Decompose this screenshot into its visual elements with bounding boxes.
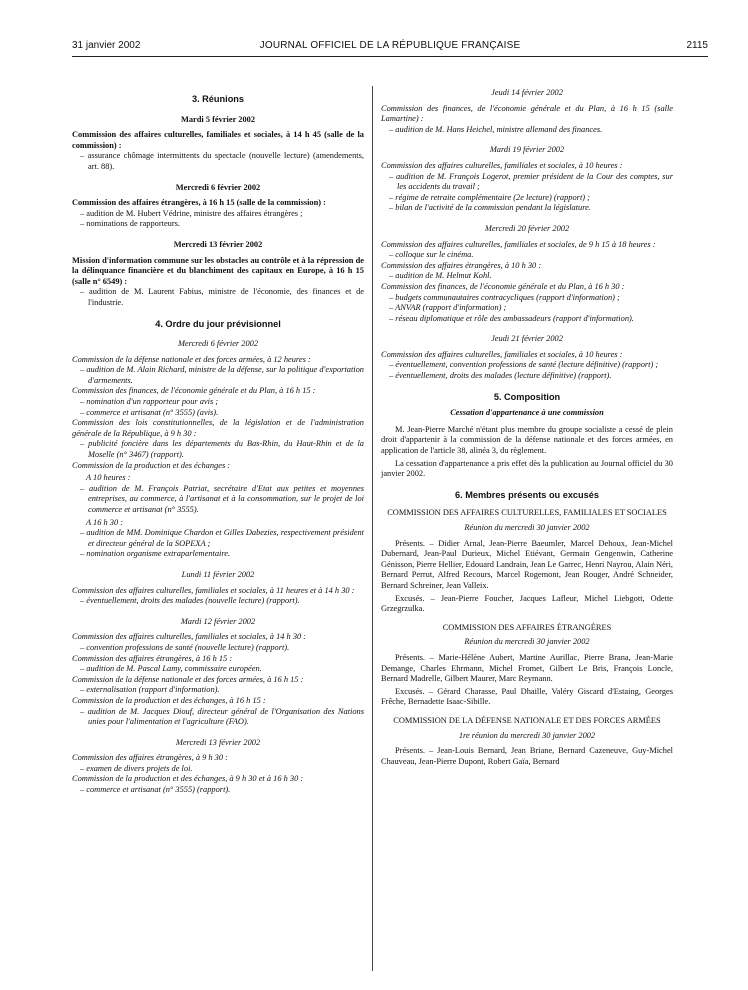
- agenda-item: – audition de M. Jacques Diouf, directeur général de l'Organisation des Nations unies pour l'alimentation et l'agriculture (FAO).: [80, 706, 364, 727]
- date-heading: Mercredi 6 février 2002: [175, 182, 261, 192]
- composition-paragraph: La cessation d'appartenance a pris effet dès la publication au Journal officiel du 30 janvier 2002.: [381, 458, 673, 479]
- agenda-list: [72, 365, 364, 386]
- agenda-item: – colloque sur le cinéma.: [389, 250, 474, 260]
- agenda-list: [72, 664, 364, 675]
- agenda-item: – éventuellement, droits des malades (lecture définitive) (rapport).: [389, 371, 612, 381]
- agenda-list: [72, 685, 364, 696]
- excused-members: Excusés. – Gérard Charasse, Paul Dhaille, Valéry Giscard d'Estaing, Georges Frêche, Bernadette Isaac-Sibille.: [381, 686, 673, 707]
- meeting-entry: Commission des finances, de l'économie générale et du Plan, à 16 h 30 :: [381, 281, 625, 291]
- meeting-entry: Commission des affaires culturelles, familiales et sociales, à 14 h 45 (salle de la commission) :: [72, 130, 364, 150]
- agenda-item: – éventuellement, droits des malades (nouvelle lecture) (rapport).: [80, 596, 300, 606]
- agenda-item: – audition de M. François Logerot, premier président de la Cour des comptes, sur les accidents du travail ;: [389, 171, 673, 192]
- agenda-list: [72, 596, 364, 607]
- agenda-list: [72, 151, 364, 172]
- agenda-item: – ANVAR (rapport d'information) ;: [389, 303, 507, 313]
- agenda-item: – éventuellement, convention professions de santé (lecture définitive) (rapport) ;: [389, 360, 659, 370]
- meeting-date: Réunion du mercredi 30 janvier 2002: [464, 637, 590, 647]
- agenda-list: [72, 528, 364, 560]
- agenda-list: [72, 209, 364, 230]
- date-heading: Mercredi 13 février 2002: [173, 239, 263, 249]
- agenda-item: – assurance chômage intermittents du spectacle (nouvelle lecture) (amendements, art. 88).: [80, 151, 364, 171]
- meeting-entry: Commission des affaires culturelles, familiales et sociales, à 11 heures et à 14 h 30 :: [72, 585, 355, 595]
- meeting-entry: Mission d'information commune sur les obstacles au contrôle et à la répression de la délinquance financière et du blanchiment des capitaux en Europe, à 16 h 15 (salle n° 6549) :: [72, 255, 364, 286]
- time-subheading: A 16 h 30 :: [86, 517, 124, 527]
- time-subheading: A 10 heures :: [86, 473, 131, 483]
- agenda-list: [381, 125, 673, 136]
- meeting-entry: Commission des affaires étrangères, à 10 h 30 :: [381, 260, 542, 270]
- meeting-entry: Commission des affaires étrangères, à 16 h 15 :: [72, 653, 233, 663]
- agenda-item: – audition de M. Laurent Fabius, ministre de l'économie, des finances et de l'industrie.: [80, 287, 364, 307]
- agenda-item: – commerce et artisanat (n° 3555) (rapport).: [80, 785, 231, 795]
- meeting-entry: Commission des affaires étrangères, à 16 h 15 (salle de la commission) :: [72, 198, 326, 208]
- date-heading: Mardi 12 février 2002: [180, 616, 256, 626]
- meeting-entry: Commission de la défense nationale et des forces armées, à 16 h 15 :: [72, 674, 304, 684]
- meeting-entry: Commission des affaires culturelles, familiales et sociales, à 14 h 30 :: [72, 632, 307, 642]
- present-members: Présents. – Jean-Louis Bernard, Jean Briane, Bernard Cazeneuve, Guy-Michel Chauveau, Jean-Pierre Dupont, Robert Gaïa, Bernard: [381, 746, 673, 766]
- commission-name: COMMISSION DES AFFAIRES ÉTRANGÈRES: [442, 622, 612, 632]
- agenda-list: [381, 271, 673, 282]
- agenda-item: – audition de M. Alain Richard, ministre de la défense, sur la politique d'exportation d'armements.: [80, 365, 364, 385]
- agenda-list: [72, 287, 364, 308]
- agenda-item: – externalisation (rapport d'information).: [80, 685, 220, 695]
- commission-name: COMMISSION DES AFFAIRES CULTURELLES, FAMILIALES ET SOCIALES: [387, 508, 667, 518]
- meeting-entry: Commission des finances, de l'économie générale et du Plan, à 16 h 15 :: [72, 386, 316, 396]
- meeting-entry: Commission des affaires étrangères, à 9 h 30 :: [72, 753, 228, 763]
- section-title-membres: 6. Membres présents ou excusés: [454, 489, 599, 500]
- agenda-item: – commerce et artisanat (n° 3555) (avis).: [80, 407, 219, 417]
- date-heading: Mardi 5 février 2002: [180, 114, 256, 124]
- agenda-list: [72, 643, 364, 654]
- agenda-list: [72, 397, 364, 418]
- agenda-item: – audition de M. François Patriat, secrétaire d'Etat aux petites et moyennes entreprises, au commerce, à l'artisanat et à la consommation, sur le projet de loi commerce et artisanat (n° 3555).: [80, 483, 364, 514]
- agenda-list: [72, 785, 364, 796]
- agenda-item: – audition de M. Helmut Kohl.: [389, 271, 492, 281]
- header-title: JOURNAL OFFICIEL DE LA RÉPUBLIQUE FRANÇAISE: [259, 40, 521, 51]
- section-title-ordre-du-jour: 4. Ordre du jour prévisionnel: [155, 318, 281, 329]
- excused-members: Excusés. – Jean-Pierre Foucher, Jacques Lafleur, Michel Liebgott, Odette Grzegrzulka.: [381, 593, 673, 614]
- left-column: [72, 92, 364, 796]
- meeting-entry: Commission des finances, de l'économie générale et du Plan, à 16 h 15 (salle Lamartine) :: [381, 103, 673, 124]
- date-heading: Mercredi 20 février 2002: [484, 223, 570, 233]
- agenda-list: [72, 764, 364, 775]
- page-number: 2115: [686, 40, 708, 51]
- agenda-item: – publicité foncière dans les départements du Bas-Rhin, du Haut-Rhin et de la Moselle (n° 3467) (rapport).: [80, 439, 364, 460]
- agenda-list: [381, 360, 673, 381]
- agenda-item: – audition de M. Hubert Védrine, ministre des affaires étrangères ;: [80, 208, 303, 218]
- agenda-item: – examen de divers projets de loi.: [80, 763, 193, 773]
- agenda-item: – convention professions de santé (nouvelle lecture) (rapport).: [80, 642, 290, 652]
- agenda-list: [72, 707, 364, 728]
- date-heading: Lundi 11 février 2002: [181, 569, 255, 579]
- agenda-list: [381, 250, 673, 261]
- right-column: [381, 86, 673, 769]
- agenda-item: – nomination d'un rapporteur pour avis ;: [80, 397, 219, 407]
- meeting-entry: Commission de la production et des échanges, à 9 h 30 et à 16 h 30 :: [72, 774, 304, 784]
- meeting-entry: Commission des lois constitutionnelles, de la législation et de l'administration générale de la République, à 9 h 30 :: [72, 418, 364, 438]
- agenda-list: [72, 439, 364, 460]
- agenda-item: – audition de M. Pascal Lamy, commissaire européen.: [80, 664, 262, 674]
- header-date: 31 janvier 2002: [72, 40, 141, 51]
- date-heading: Jeudi 21 février 2002: [491, 334, 563, 344]
- date-heading: Mercredi 6 février 2002: [177, 339, 259, 349]
- meeting-entry: Commission des affaires culturelles, familiales et sociales, à 10 heures :: [381, 349, 623, 359]
- agenda-item: – nominations de rapporteurs.: [80, 219, 181, 229]
- meeting-date: Réunion du mercredi 30 janvier 2002: [464, 523, 590, 532]
- date-heading: Jeudi 14 février 2002: [491, 88, 563, 97]
- section-title-reunions: 3. Réunions: [191, 94, 245, 104]
- agenda-item: – réseau diplomatique et rôle des ambassadeurs (rapport d'information).: [389, 313, 634, 323]
- date-heading: Mercredi 13 février 2002: [175, 737, 261, 747]
- meeting-entry: Commission des affaires culturelles, familiales et sociales, de 9 h 15 à 18 heures :: [381, 239, 656, 249]
- agenda-item: – régime de retraite complémentaire (2e lecture) (rapport) ;: [389, 192, 590, 202]
- meeting-entry: Commission des affaires culturelles, familiales et sociales, à 10 heures :: [381, 160, 623, 170]
- commission-name: COMMISSION DE LA DÉFENSE NATIONALE ET DES FORCES ARMÉES: [393, 715, 661, 725]
- present-members: Présents. – Didier Arnal, Jean-Pierre Baeumler, Marcel Dehoux, Jean-Michel Dubernard, Jean-Paul Durieux, Michel Etiévant, Germain Gengenwin, Catherine Génisson, Pierre Hellier, Edouard Landrain, Jean Le Garrec, Henri Nayrou, Alain Néri, Bernard Perrut, Alfred Recours, Marcel Rogemont, Jean Rouger, André Schneider, Bernard Schreiner, Jean Valleix.: [381, 538, 673, 590]
- date-heading: Mardi 19 février 2002: [489, 145, 565, 155]
- composition-subheading: Cessation d'appartenance à une commission: [450, 408, 604, 418]
- agenda-item: – budgets communautaires contracycliques (rapport d'information) ;: [389, 292, 620, 302]
- agenda-item: – bilan de l'activité de la commission pendant la législature.: [389, 203, 591, 213]
- agenda-list: [381, 293, 673, 325]
- agenda-item: – audition de MM. Dominique Chardon et Gilles Dabezies, respectivement président et directeur général de la SOPEXA ;: [80, 528, 364, 548]
- section-title-composition: 5. Composition: [493, 391, 561, 402]
- agenda-item: – nomination organisme extraparlementaire.: [80, 549, 231, 559]
- column-divider: [372, 86, 373, 971]
- meeting-entry: Commission de la défense nationale et des forces armées, à 12 heures :: [72, 354, 311, 364]
- meeting-entry: Commission de la production et des échanges :: [72, 460, 231, 470]
- meeting-entry: Commission de la production et des échanges, à 16 h 15 :: [72, 695, 266, 705]
- agenda-list: [381, 172, 673, 214]
- composition-paragraph: M. Jean-Pierre Marché n'étant plus membre du groupe socialiste a cessé de plein droit d'appartenir à la commission de la défense nationale et des forces armées, en application de l'article 38, alinéa 3, du règlement.: [381, 424, 673, 456]
- agenda-list: [72, 484, 364, 516]
- meeting-date: 1re réunion du mercredi 30 janvier 2002: [458, 730, 596, 740]
- agenda-item: – audition de M. Hans Heichel, ministre allemand des finances.: [389, 124, 603, 134]
- page-header: [72, 40, 708, 57]
- present-members: Présents. – Marie-Hélène Aubert, Martine Aurillac, Pierre Brana, Jean-Marie Demange, Charles Ehrmann, Michel Fromet, Gilbert Le Bris, François Loncle, Bernard Madrelle, Gilbert Maurer, Marc Reymann.: [381, 652, 673, 684]
